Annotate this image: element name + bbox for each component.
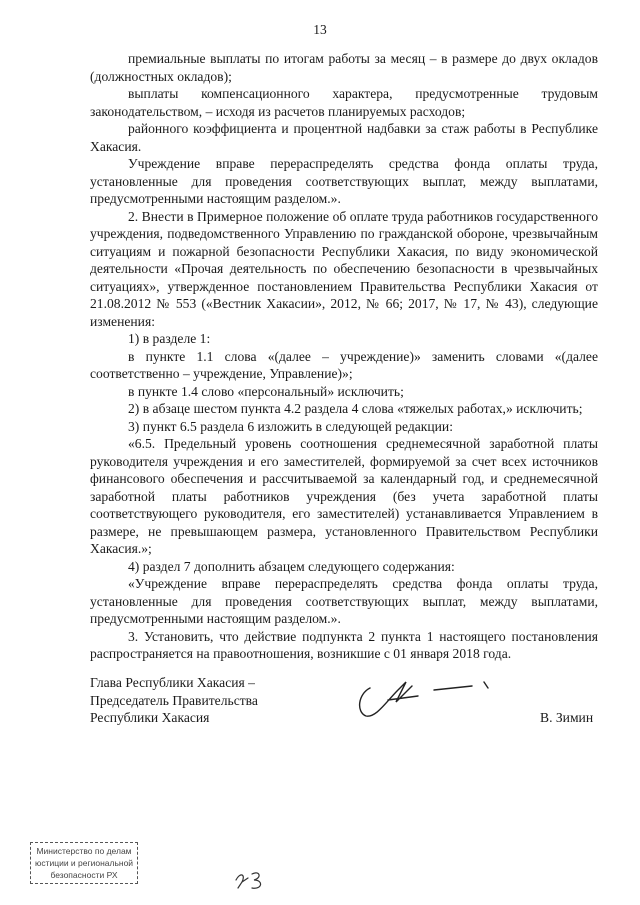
signatory-title: [90, 674, 258, 727]
stamp-line: Министерство по делам: [36, 846, 132, 856]
signatory-title-line: Республики Хакасия: [90, 710, 210, 725]
paragraph: «Учреждение вправе перераспределять средства фонда оплаты труда, установленные для проведения соответствующих выплат, между выплатами, предусмотренными настоящим разделом.».: [90, 576, 598, 626]
paragraph: выплаты компенсационного характера, предусмотренные трудовым законодательством, – исходя из расчетов планируемых расходов;: [90, 86, 598, 119]
signatory-title-line: Председатель Правительства: [90, 692, 258, 708]
paragraph: 2) в абзаце шестом пункта 4.2 раздела 4 слова «тяжелых работах,» исключить;: [128, 401, 583, 416]
registration-stamp: [30, 842, 138, 884]
paragraph: «6.5. Предельный уровень соотношения среднемесячной заработной платы руководителя учреждения и его заместителей, формируемой за счет всех источников финансового обеспечения и рассчитываемой за календарный год, и среднемесячной заработной платы работников учреждения (без учета заработной платы соответствующего руководителя, его заместителей) устанавливается Управлением в размере, не превышающем размера, установленного Правительством Республики Хакасия.»;: [90, 436, 598, 556]
paragraph: премиальные выплаты по итогам работы за месяц – в размере до двух окладов (должностных окладов);: [90, 51, 598, 84]
paragraph: 3. Установить, что действие подпункта 2 пункта 1 настоящего постановления распространяется на правоотношения, возникшие с 01 января 2018 года.: [90, 628, 598, 661]
document-body: [90, 50, 598, 663]
signatory-name: В. Зимин: [540, 710, 594, 725]
paragraph: Учреждение вправе перераспределять средства фонда оплаты труда, установленные для проведения соответствующих выплат, между выплатами, предусмотренными настоящим разделом.».: [90, 156, 598, 206]
paragraph: 1) в разделе 1:: [128, 331, 211, 346]
stamp-line: юстиции и региональной: [34, 858, 134, 868]
page-number: 13: [313, 22, 327, 37]
paragraph: в пункте 1.4 слово «персональный» исключить;: [128, 383, 404, 399]
signatory-title-line: Глава Республики Хакасия –: [90, 675, 255, 690]
paragraph: районного коэффициента и процентной надбавки за стаж работы в Республике Хакасия.: [90, 121, 598, 154]
paragraph: 3) пункт 6.5 раздела 6 изложить в следующей редакции:: [128, 418, 453, 434]
paragraph: в пункте 1.1 слова «(далее – учреждение)» заменить словами «(далее соответственно – учреждение, Управление)»;: [90, 348, 598, 381]
handwritten-signature: [348, 672, 508, 722]
stamp-line: безопасности РХ: [50, 870, 118, 880]
paragraph: 2. Внести в Примерное положение об оплате труда работников государственного учреждения, подведомственного Управлению по гражданской обороне, чрезвычайным ситуациям и пожарной безопасности Республики Хакасия, по виду экономической деятельности «Прочая деятельность по обеспечению безопасности в чрезвычайных ситуациях», утвержденное постановлением Правительства Республики Хакасия от 21.08.2012 № 553 («Вестник Хакасии», 2012, № 66; 2017, № 17, № 43), следующие изменения:: [90, 208, 598, 329]
handwritten-mark: [232, 868, 272, 892]
paragraph: 4) раздел 7 дополнить абзацем следующего содержания:: [128, 558, 455, 574]
